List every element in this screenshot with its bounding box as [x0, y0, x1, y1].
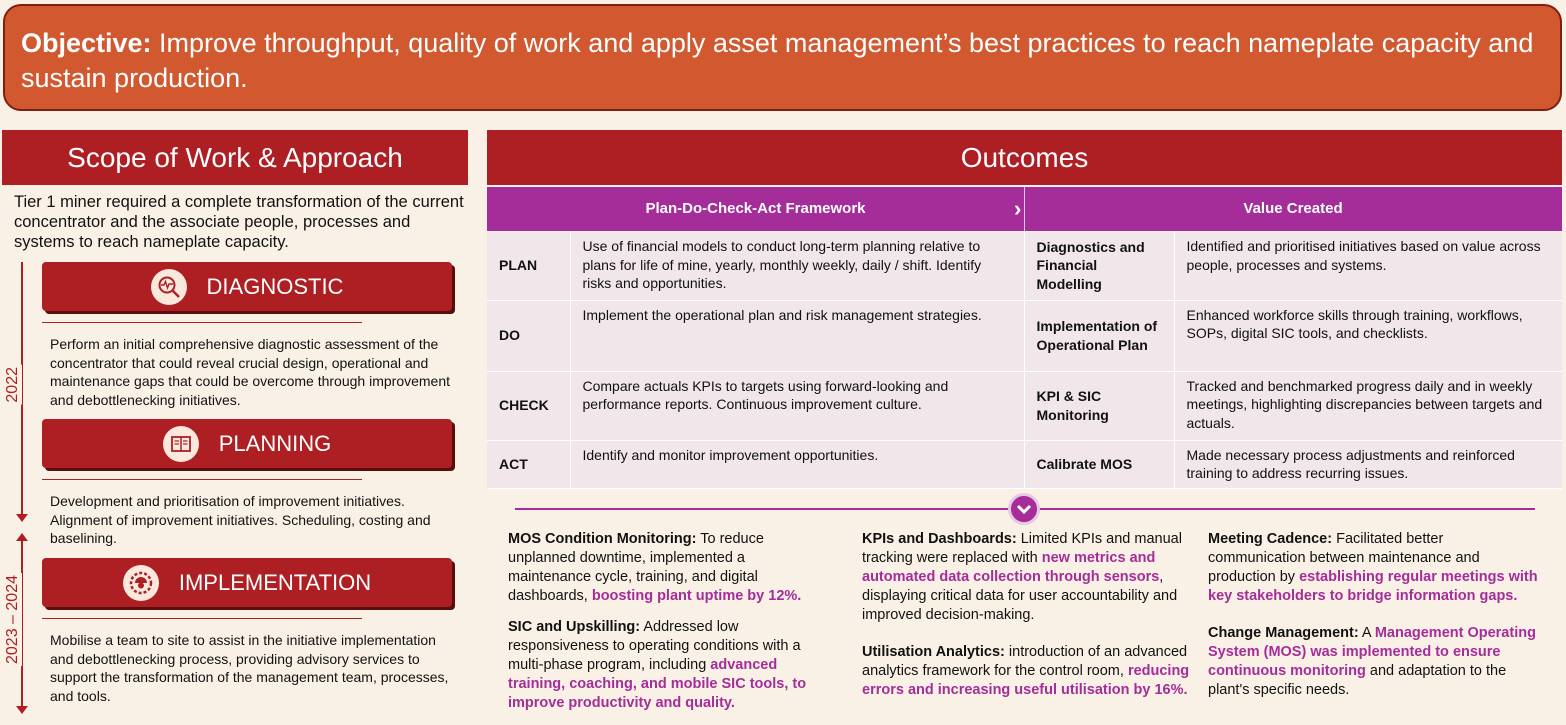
timeline-arrow-end: [16, 706, 28, 714]
outcomes-title: Outcomes: [487, 130, 1562, 185]
highlight-item: SIC and Upskilling: Addressed low responsiveness to operating conditions with a multi-phase program, including advanced training, coaching, and mobile SIC tools, to improve productivity and quality.: [508, 619, 807, 711]
pdca-table: [487, 232, 1562, 489]
framework-header: Plan-Do-Check-Act Framework: [645, 200, 866, 217]
phase-desc-implementation: Mobilise a team to site to assist in the initiative implementation and debottlenecking process, providing advisory services to support the transformation of the management team, processes, and tools.: [50, 632, 449, 704]
phase-divider-planning: [42, 479, 362, 480]
phase-planning: [42, 419, 452, 468]
scope-intro: Tier 1 miner required a complete transformation of the current concentrator and the associate people, processes and systems to reach nameplate capacity.: [14, 193, 464, 251]
highlights-column-1: [508, 530, 828, 725]
phase-label-planning: PLANNING: [218, 430, 332, 456]
phase-divider-diagnostic: [42, 322, 362, 323]
stage-do: DO: [487, 300, 570, 371]
stage-act: ACT: [487, 440, 570, 488]
highlight-item: Meeting Cadence: Facilitated better communication between maintenance and production by establishing regular meetings with key stakeholders to bridge information gaps.: [1208, 531, 1538, 604]
timeline-arrow-down: [16, 514, 28, 522]
phase-divider-implementation: [42, 618, 362, 619]
highlight-item: Change Management: A Management Operating System (MOS) was implemented to ensure continuous monitoring and adaptation to the plant's specific needs.: [1208, 625, 1536, 698]
value-header: Value Created: [1243, 200, 1343, 217]
highlight-item: Utilisation Analytics: introduction of an advanced analytics framework for the control room, reducing errors and increasing useful utilisation by 16%.: [862, 644, 1190, 698]
year-label-2022: 2022: [4, 367, 21, 403]
highlights-column-2: [862, 530, 1192, 712]
objective-text: Improve throughput, quality of work and apply asset management’s best practices to reach nameplate capacity and sustain production.: [21, 28, 1534, 93]
phase-diagnostic: [42, 262, 452, 311]
scope-title: Scope of Work & Approach: [2, 130, 468, 185]
year-label-2023-2024: 2023 – 2024: [4, 575, 21, 664]
chevron-right-icon: ›: [1014, 196, 1022, 221]
phase-desc-planning: Development and prioritisation of improvement initiatives. Alignment of improvement initiatives. Scheduling, costing and baselining.: [50, 493, 431, 546]
stage-desc: Implement the operational plan and risk management strategies.: [570, 300, 1024, 371]
highlight-item: KPIs and Dashboards: Limited KPIs and manual tracking were replaced with new metrics and automated data collection through sensors, displaying critical data for user accountability and improved decision-making.: [862, 531, 1182, 623]
value-name: KPI & SIC Monitoring: [1024, 371, 1174, 440]
stage-desc: Use of financial models to conduct long-term planning relative to plans for life of mine, yearly, monthly weekly, daily / shift. Identify risks and opportunities.: [570, 232, 1024, 300]
value-name: Implementation of Operational Plan: [1024, 300, 1174, 371]
stage-plan: PLAN: [487, 232, 570, 300]
table-row: [487, 440, 1562, 488]
value-desc: Tracked and benchmarked progress daily and in weekly meetings, highlighting discrepancies between targets and actuals.: [1174, 371, 1562, 440]
value-desc: Enhanced workforce skills through training, workflows, SOPs, digital SIC tools, and checklists.: [1174, 300, 1562, 371]
phase-label-implementation: IMPLEMENTATION: [178, 569, 372, 595]
table-row: [487, 232, 1562, 300]
stage-desc: Compare actuals KPIs to targets using forward-looking and performance reports. Continuous improvement culture.: [570, 371, 1024, 440]
value-desc: Made necessary process adjustments and reinforced training to address recurring issues.: [1174, 440, 1562, 488]
table-row: [487, 300, 1562, 371]
book-icon: [163, 426, 199, 462]
stage-desc: Identify and monitor improvement opportunities.: [570, 440, 1024, 488]
timeline-arrow-up: [16, 533, 28, 541]
highlights-column-3: [1208, 530, 1538, 712]
objective-label: Objective:: [21, 28, 152, 58]
pdca-header-bar: [487, 187, 1562, 231]
stage-check: CHECK: [487, 371, 570, 440]
value-name: Diagnostics and Financial Modelling: [1024, 232, 1174, 300]
value-name: Calibrate MOS: [1024, 440, 1174, 488]
chevron-down-icon: [1008, 493, 1040, 525]
phase-desc-diagnostic: Perform an initial comprehensive diagnostic assessment of the concentrator that could reveal crucial design, operational and maintenance gaps that could be overcome through improvement and debottlenecking initiatives.: [50, 336, 451, 408]
phase-label-diagnostic: DIAGNOSTIC: [206, 273, 344, 299]
value-desc: Identified and prioritised initiatives based on value across people, processes and systems.: [1174, 232, 1562, 300]
worker-gear-icon: [123, 565, 159, 601]
phase-implementation: [42, 558, 452, 607]
objective-banner: [3, 4, 1562, 111]
table-row: [487, 371, 1562, 440]
magnifier-pulse-icon: [151, 269, 187, 305]
highlight-item: MOS Condition Monitoring: To reduce unplanned downtime, implemented a maintenance cycle, training, and digital dashboards, boosting plant uptime by 12%.: [508, 531, 802, 604]
